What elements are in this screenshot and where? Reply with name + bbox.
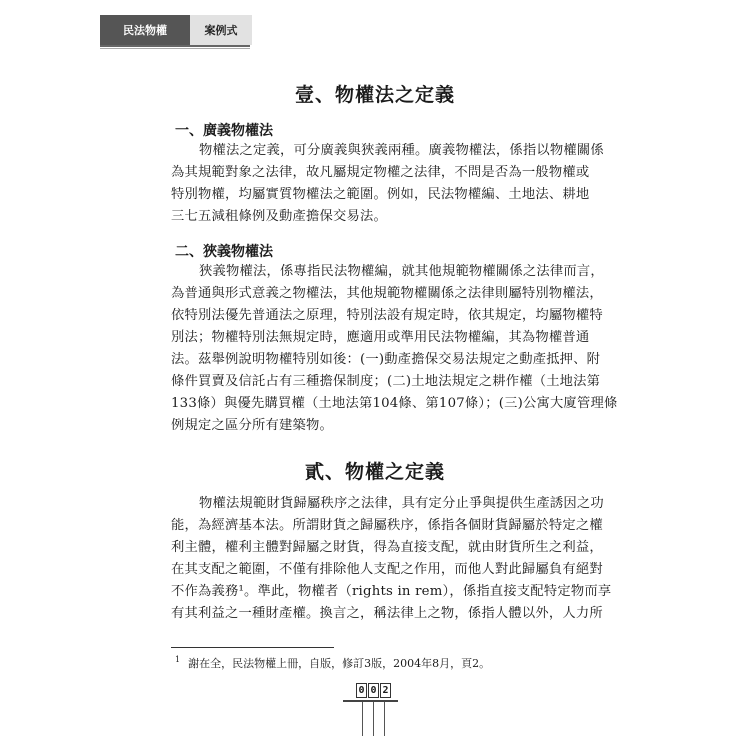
text-line: 在其支配之範圍，不僅有排除他人支配之作用，而他人對此歸屬負有絕對 [171, 562, 603, 577]
text-line: 三七五減租條例及動產擔保交易法。 [171, 209, 387, 224]
text-line: 不作為義務¹。準此，物權者（rights in rem），係指直接支配特定物而享 [171, 584, 612, 599]
text-line: 依特別法優先普通法之原理，特別法設有規定時，依其規定，均屬物權特 [171, 308, 603, 323]
footnote-separator [171, 647, 334, 648]
running-header [100, 15, 252, 45]
paragraph-narrow [171, 261, 618, 437]
paragraph-definition [171, 493, 612, 625]
section-title-1: 壹、物權法之定義 [294, 84, 455, 106]
text-line: 特別物權，均屬實質物權法之範圍。例如，民法物權編、土地法、耕地 [171, 187, 590, 202]
text-line: 133條）與優先購買權（土地法第104條、第107條）；(三)公寓大廈管理條 [171, 396, 618, 411]
header-rule [100, 45, 250, 47]
section-title-2: 貳、物權之定義 [304, 461, 445, 483]
subheading-broad: 一、廣義物權法 [175, 123, 273, 139]
page-digit: 0 [368, 683, 379, 698]
header-rule-thin [100, 48, 250, 49]
text-line: 別法；物權特別法無規定時，應適用或準用民法物權編，其為物權普通 [171, 330, 590, 345]
subheading-narrow: 二、狹義物權法 [175, 244, 273, 260]
page-number [356, 683, 392, 698]
text-line: 為普通與形式意義之物權法，其他規範物權關係之法律則屬特別物權法， [171, 286, 603, 301]
text-line: 為其規範對象之法律，故凡屬規定物權之法律，不問是否為一般物權或 [171, 165, 590, 180]
text-line: 物權法之定義，可分廣義與狹義兩種。廣義物權法，係指以物權關係 [199, 143, 604, 158]
text-line: 法。茲舉例說明物權特別如後：(一)動產擔保交易法規定之動產抵押、附 [171, 352, 601, 367]
page-digit: 2 [380, 683, 391, 698]
text-line: 有其利益之一種財產權。換言之，稱法律上之物，係指人體以外，人力所 [171, 606, 603, 621]
page-number-rule [343, 700, 398, 702]
paragraph-broad [171, 140, 604, 228]
footnote-text: 謝在全，民法物權上冊，自版，修訂3版，2004年8月，頁2。 [188, 657, 491, 670]
header-tab-series: 案例式 [190, 15, 252, 45]
page-number-ornament [384, 702, 385, 736]
page-digit: 0 [356, 683, 367, 698]
page-number-ornament [362, 702, 363, 736]
text-line: 利主體，權利主體對歸屬之財貨，得為直接支配，就由財貨所生之利益， [171, 540, 603, 555]
header-tab-book-title: 民法物權 [100, 15, 190, 45]
text-line: 狹義物權法，係專指民法物權編，就其他規範物權關係之法律而言， [199, 264, 604, 279]
text-line: 物權法規範財貨歸屬秩序之法律，具有定分止爭與提供生產誘因之功 [199, 496, 604, 511]
text-line: 能，為經濟基本法。所謂財貨之歸屬秩序，係指各個財貨歸屬於特定之權 [171, 518, 603, 533]
footnote-mark: 1 [175, 655, 181, 665]
text-line: 條件買賣及信託占有三種擔保制度；(二)土地法規定之耕作權（土地法第 [171, 374, 601, 389]
text-line: 例規定之區分所有建築物。 [171, 418, 333, 433]
page-number-ornament [373, 702, 374, 736]
footnote [175, 655, 490, 671]
